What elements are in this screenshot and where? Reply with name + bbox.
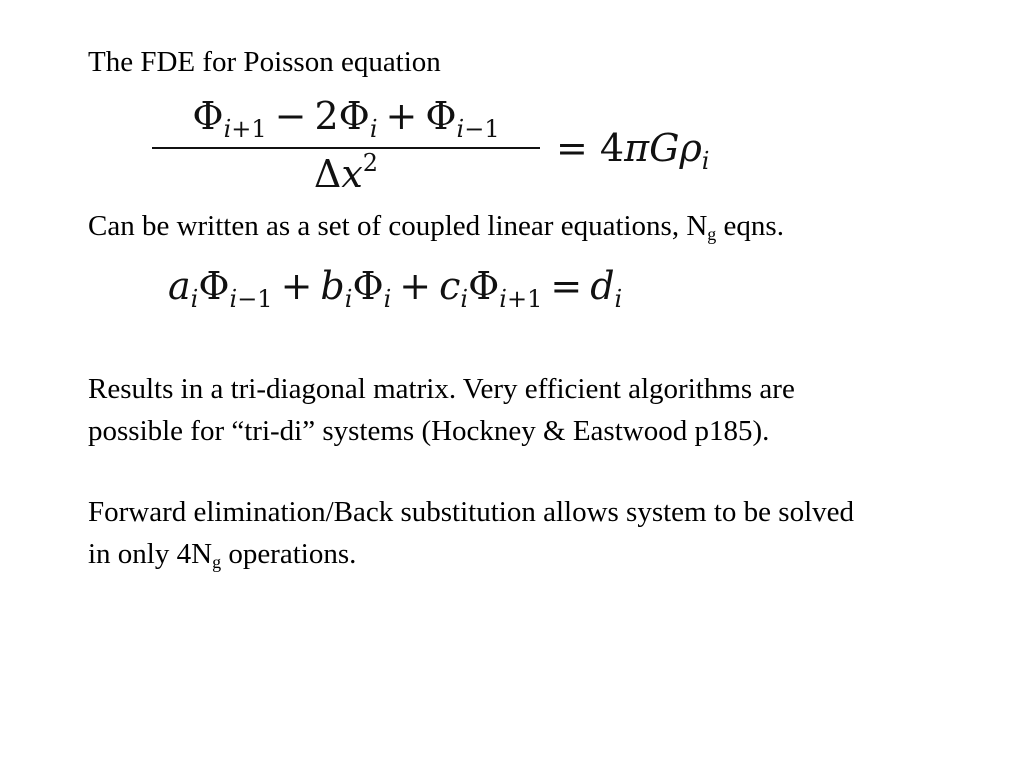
elimination-subscript: g — [212, 552, 222, 572]
fraction — [150, 92, 542, 200]
fraction-bar — [152, 147, 540, 149]
elimination-text: in only 4N — [88, 538, 213, 570]
tridiagonal-equation: $a_i\Phi_{i-1} + b_i\Phi_i + c_i\Phi_{i+1} = d_i$ — [168, 264, 623, 313]
coupled-equations-line — [88, 205, 784, 247]
equation-rhs: = 4πGρ$_i$ — [556, 126, 710, 175]
fraction-denominator: $\Delta x^2$ — [313, 149, 379, 196]
coupled-subscript: g — [707, 224, 717, 244]
fraction-numerator: $\Phi_{i+1} - 2\Phi_i + \Phi_{i-1}$ — [192, 94, 500, 143]
coupled-text: Can be written as a set of coupled linear equations, N — [88, 210, 708, 242]
elimination-tail: operations. — [221, 538, 357, 570]
poisson-fde-equation — [150, 92, 750, 200]
tridiagonal-paragraph-line1: Results in a tri-diagonal matrix. Very efficient algorithms are — [88, 373, 795, 405]
elimination-paragraph-line1: Forward elimination/Back substitution allows system to be solved — [88, 496, 855, 528]
coupled-tail: eqns. — [716, 210, 784, 242]
heading-fde-poisson: The FDE for Poisson equation — [88, 46, 441, 78]
elimination-paragraph-line2 — [88, 533, 356, 575]
tridiagonal-paragraph-line2: possible for “tri-di” systems (Hockney & Eastwood p185). — [88, 415, 770, 447]
